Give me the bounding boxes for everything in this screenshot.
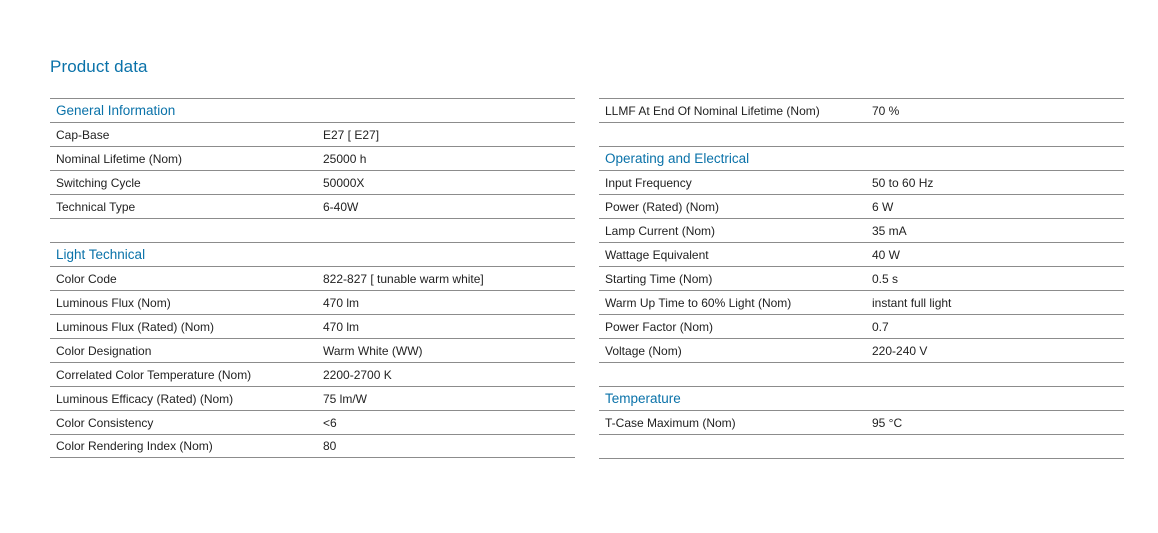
spec-label: Color Code bbox=[56, 271, 117, 286]
spec-row-wattage-equivalent bbox=[599, 243, 1124, 267]
spec-value: instant full light bbox=[872, 295, 952, 310]
spec-row-switching-cycle bbox=[50, 170, 575, 194]
section-header-general-information bbox=[50, 98, 575, 122]
spec-value: 6-40W bbox=[323, 199, 359, 214]
spec-label: Cap-Base bbox=[56, 127, 110, 142]
section-title: Temperature bbox=[605, 391, 681, 406]
spec-row-llmf-at-end-of-nominal-lifetime-nom bbox=[599, 99, 1124, 123]
spec-row-power-rated-nom bbox=[599, 195, 1124, 219]
spec-label: Switching Cycle bbox=[56, 175, 141, 190]
spec-value: E27 [ E27] bbox=[323, 127, 380, 142]
spec-label: Power Factor (Nom) bbox=[605, 319, 714, 334]
spec-row-luminous-flux-nom bbox=[50, 290, 575, 314]
spec-value: 6 W bbox=[872, 199, 894, 214]
spec-value: 50000X bbox=[323, 175, 365, 190]
spec-value: 470 lm bbox=[323, 319, 360, 334]
spec-label: Input Frequency bbox=[605, 175, 692, 190]
spec-label: LLMF At End Of Nominal Lifetime (Nom) bbox=[605, 103, 820, 118]
spec-label: Technical Type bbox=[56, 199, 136, 214]
spec-label: Luminous Efficacy (Rated) (Nom) bbox=[56, 391, 234, 406]
spec-row-color-code bbox=[50, 266, 575, 290]
spec-label: Luminous Flux (Rated) (Nom) bbox=[56, 319, 215, 334]
spec-value: 80 bbox=[323, 439, 337, 453]
section-title: General Information bbox=[56, 103, 176, 118]
spec-label: T-Case Maximum (Nom) bbox=[605, 415, 736, 430]
spec-value: 75 lm/W bbox=[323, 391, 368, 406]
spec-label: Starting Time (Nom) bbox=[605, 271, 713, 286]
spec-value: Warm White (WW) bbox=[323, 343, 423, 358]
spec-label: Power (Rated) (Nom) bbox=[605, 199, 720, 214]
spec-row-color-consistency bbox=[50, 410, 575, 434]
spec-value: 70 % bbox=[872, 103, 900, 118]
spec-value: 220-240 V bbox=[872, 343, 928, 358]
spec-label: Voltage (Nom) bbox=[605, 343, 682, 358]
spec-row-t-case-maximum-nom bbox=[599, 411, 1124, 435]
spec-value: 470 lm bbox=[323, 295, 360, 310]
spec-row-lamp-current-nom bbox=[599, 219, 1124, 243]
spec-row-color-rendering-index-nom bbox=[50, 434, 575, 458]
spec-value: 95 °C bbox=[872, 415, 903, 430]
spec-label: Wattage Equivalent bbox=[605, 247, 709, 262]
spec-row-luminous-flux-rated-nom bbox=[50, 314, 575, 338]
spec-value: 40 W bbox=[872, 247, 901, 262]
spec-row-cap-base bbox=[50, 122, 575, 146]
spacer-row bbox=[599, 435, 1124, 459]
spec-row-power-factor-nom bbox=[599, 315, 1124, 339]
spec-label: Color Consistency bbox=[56, 415, 154, 430]
spacer-row bbox=[599, 363, 1124, 387]
spec-value: 2200-2700 K bbox=[323, 367, 392, 382]
spec-label: Lamp Current (Nom) bbox=[605, 223, 716, 238]
spec-row-correlated-color-temperature-nom bbox=[50, 362, 575, 386]
right-spec-table bbox=[599, 98, 1124, 459]
spec-value: 0.5 s bbox=[872, 271, 899, 286]
section-title: Operating and Electrical bbox=[605, 151, 750, 166]
spec-row-warm-up-time-to-60-light-nom bbox=[599, 291, 1124, 315]
spacer-row bbox=[50, 218, 575, 242]
spec-label: Warm Up Time to 60% Light (Nom) bbox=[605, 295, 792, 310]
spacer-row bbox=[599, 123, 1124, 147]
spec-label: Luminous Flux (Nom) bbox=[56, 295, 171, 310]
spec-row-nominal-lifetime-nom bbox=[50, 146, 575, 170]
spec-row-luminous-efficacy-rated-nom bbox=[50, 386, 575, 410]
spec-row-starting-time-nom bbox=[599, 267, 1124, 291]
spec-label: Color Designation bbox=[56, 343, 152, 358]
section-header-temperature bbox=[599, 387, 1124, 411]
left-spec-table bbox=[50, 98, 575, 458]
spec-label: Nominal Lifetime (Nom) bbox=[56, 151, 183, 166]
spec-label: Color Rendering Index (Nom) bbox=[56, 439, 213, 453]
page-title: Product data bbox=[50, 57, 148, 76]
spec-label: Correlated Color Temperature (Nom) bbox=[56, 367, 252, 382]
spec-value: 25000 h bbox=[323, 151, 367, 166]
spec-row-input-frequency bbox=[599, 171, 1124, 195]
section-title: Light Technical bbox=[56, 247, 146, 262]
spec-value: 822-827 [ tunable warm white] bbox=[323, 271, 484, 286]
spec-row-technical-type bbox=[50, 194, 575, 218]
section-header-operating-and-electrical bbox=[599, 147, 1124, 171]
spec-value: 50 to 60 Hz bbox=[872, 175, 934, 190]
spec-value: 0.7 bbox=[872, 319, 889, 334]
spec-value: 35 mA bbox=[872, 223, 907, 238]
spec-value: <6 bbox=[323, 415, 337, 430]
spec-row-color-designation bbox=[50, 338, 575, 362]
spec-row-voltage-nom bbox=[599, 339, 1124, 363]
section-header-light-technical bbox=[50, 242, 575, 266]
